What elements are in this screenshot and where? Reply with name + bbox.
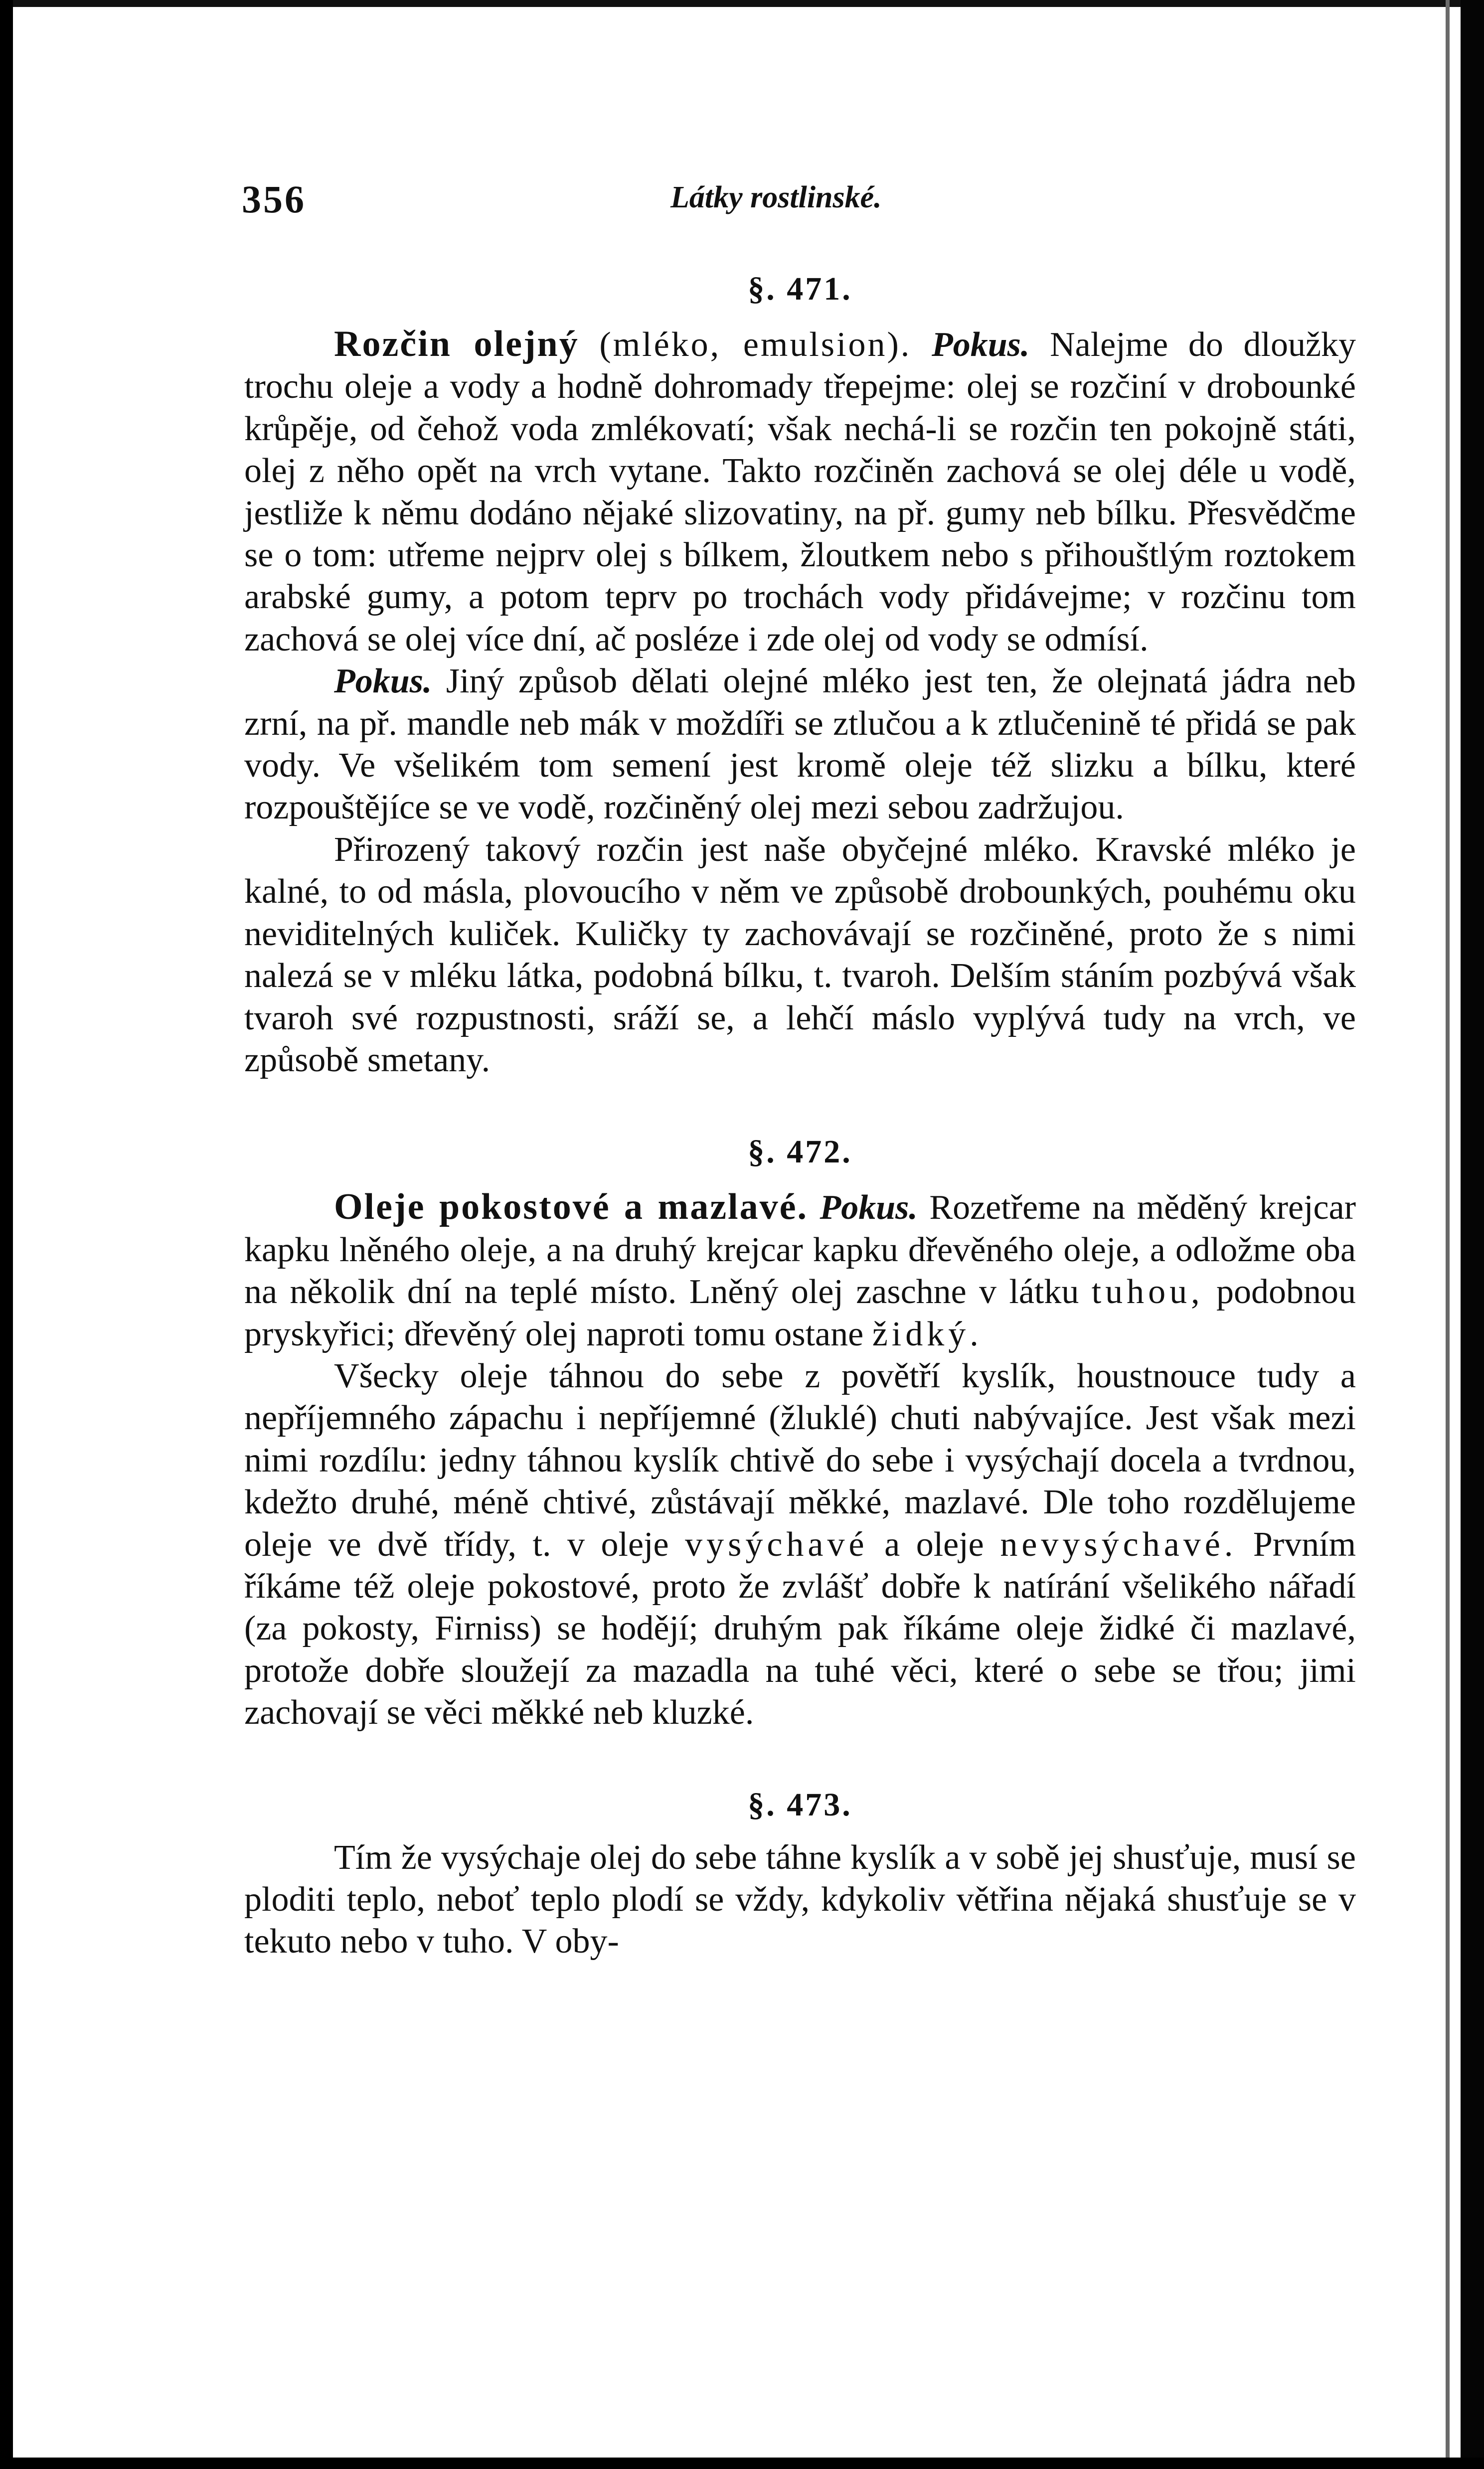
emphasized-word: nevysýchavé.: [1000, 1525, 1237, 1564]
topic-note: (mléko, emulsion).: [599, 326, 912, 364]
experiment-label: Pokus.: [334, 662, 432, 701]
emphasized-word: tuhou,: [1091, 1273, 1204, 1312]
paragraph-text: Přirozený takový rozčin jest naše obyčejné mléko. Kravské mléko je kalné, to od másla, plovoucího v něm ve způsobě drobounkých, pouhému oku neviditelných kuliček. Kuličky ty zachovávají se rozčiněné, proto že s nimi nalezá se v mléku látka, podobná bílku, t. tvaroh. Delším stáním pozbývá však tvaroh své rozpustnosti, sráží se, a lehčí máslo vyplývá tudy na vrch, ve způsobě smetany.: [244, 830, 1356, 1079]
paragraph-473-1: [244, 1837, 1356, 1963]
paragraph-472-1: [244, 1186, 1356, 1355]
topic-title: Oleje pokostové a mazlavé.: [334, 1186, 808, 1228]
paragraph-text: Tím že vysýchaje olej do sebe táhne kyslík a v sobě jej shusťuje, musí se ploditi teplo, neboť teplo plodí se vždy, kdykoliv větřina nějaká shusťuje se v tekuto nebo v tuho. V oby-: [244, 1838, 1356, 1961]
paragraph-471-2: [244, 660, 1356, 829]
experiment-label: Pokus.: [931, 326, 1030, 364]
paragraph-text: a oleje: [884, 1525, 984, 1564]
section-heading-471: §. 471.: [748, 271, 852, 307]
scan-left-edge: [0, 0, 13, 2469]
section-heading-472: §. 472.: [748, 1134, 852, 1170]
section-heading-473: §. 473.: [748, 1786, 852, 1823]
scan-top-edge: [0, 0, 1484, 7]
scan-bottom-edge: [0, 2458, 1484, 2469]
paragraph-text: Jiný způsob dělati olejné mléko jest ten, že olejnatá jádra neb zrní, na př. mandle neb mák v moždíři se ztlučou a k ztlučenině té přidá se pak vody. Ve všelikém tom semení jest kromě oleje též slizku a bílku, které rozpouštějíce se ve vodě, rozčiněný olej mezi sebou zadržujou.: [244, 662, 1356, 827]
topic-title: Rozčin olejný: [334, 324, 579, 364]
emphasized-word: židký.: [872, 1315, 983, 1353]
paragraph-text: podobnou pryskyřici; dřevěný olej naproti tomu ostane: [244, 1273, 1356, 1353]
experiment-label: Pokus.: [820, 1188, 918, 1227]
paragraph-text: Prvním říkáme též oleje pokostové, proto že zvlášť dobře k natírání všelikého nářadí (za pokosty, Firniss) se hodějí; druhým pak říkáme oleje židké či mazlavé, protože dobře sloužejí za mazadla na tuhé věci, které o sebe se třou; jimi zachovají se věci měkké neb kluzké.: [244, 1525, 1356, 1732]
paragraph-text: Všecky oleje táhnou do sebe z povětří kyslík, houstnouce tudy a nepříjemného zápachu i nepříjemné (žluklé) chuti nabývajíce. Jest však mezi nimi rozdílu: jedny táhnou kyslík chtivě do sebe i vysýchají docela a tvrdnou, kdežto druhé, méně chtivé, zůstávají měkké, mazlavé. Dle toho rozdělujeme oleje ve dvě třídy, t. v oleje: [244, 1356, 1356, 1564]
paragraph-472-2: [244, 1355, 1356, 1734]
scan-right-edge: [1461, 0, 1484, 2469]
page-header: [242, 177, 1358, 232]
page-number: 356: [242, 177, 306, 221]
paragraph-471-3: [244, 829, 1356, 1081]
paragraph-471-1: [244, 323, 1356, 660]
page-body: [244, 264, 1356, 1963]
paragraph-text: Nalejme do dloužky trochu oleje a vody a hodně dohromady třepejme: olej se rozčiní v drobounké krůpěje, od čehož voda zmlékovatí; však nechá-li se rozčin ten pokojně státi, olej z něho opět na vrch vytane. Takto rozčiněn zachová se olej déle u vodě, jestliže k němu dodáno nějaké slizovatiny, na př. gumy neb bílku. Přesvědčme se o tom: utřeme nejprv olej s bílkem, žloutkem nebo s přihouštlým roztokem arabské gumy, a potom teprv po trochách vody přidávejme; v rozčinu tom zachová se olej více dní, ač posléze i zde olej od vody se odmísí.: [244, 326, 1356, 658]
running-title: Látky rostlinské.: [670, 180, 882, 214]
emphasized-word: vysýchavé: [685, 1525, 868, 1564]
scan-right-shadow: [1446, 0, 1450, 2469]
paragraph-text: Rozetřeme na měděný krejcar kapku lněného oleje, a na druhý krejcar kapku dřevěného oleje, a odložme oba na několik dní na teplé místo. Lněný olej zaschne v látku: [244, 1188, 1356, 1312]
